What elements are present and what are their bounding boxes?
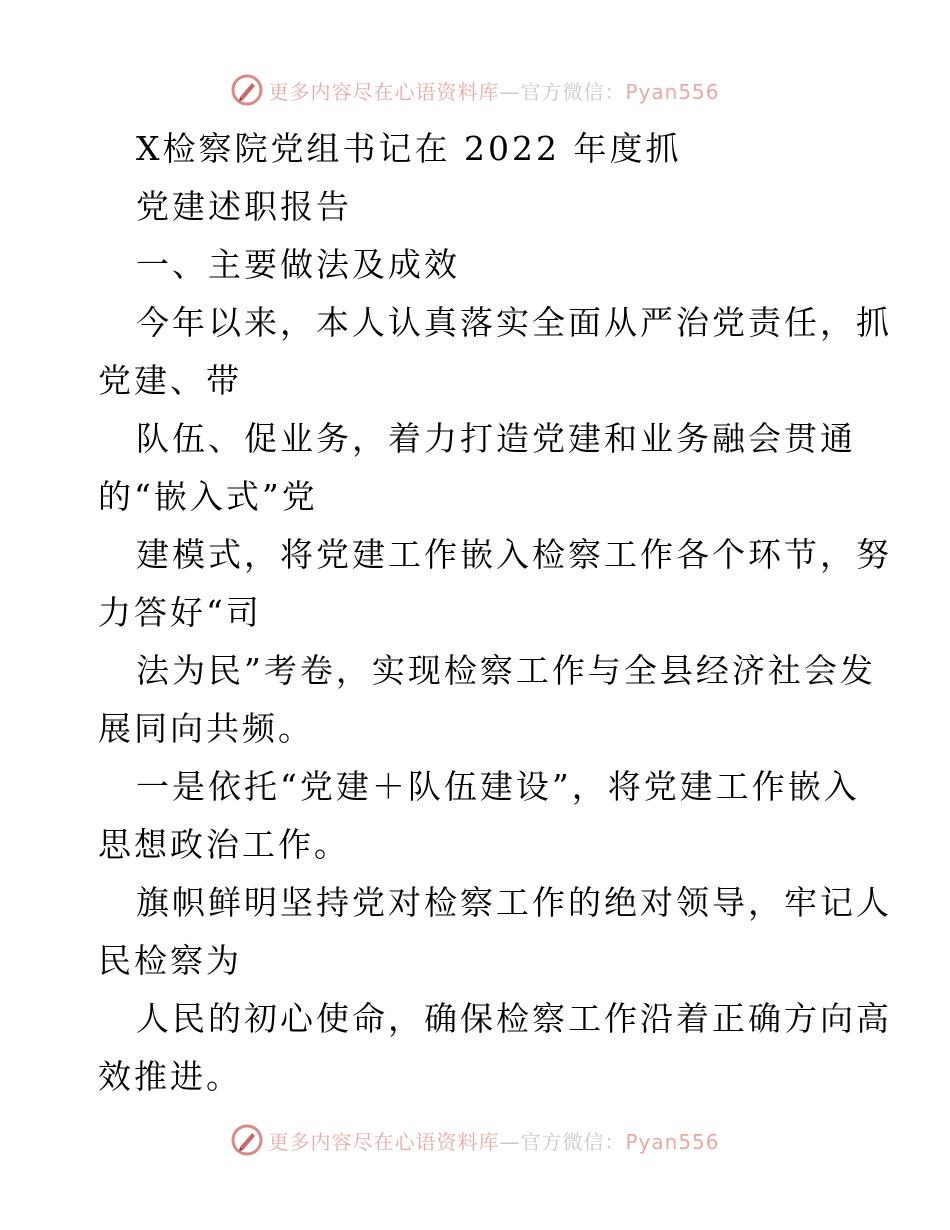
paragraph-line: 旗帜鲜明坚持党对检察工作的绝对领导，牢记人	[136, 883, 892, 922]
watermark-site-text: 更多内容尽在心语资料库	[268, 1129, 500, 1154]
paragraph-line: 力答好“司	[98, 593, 262, 632]
pen-circle-logo-icon	[230, 73, 264, 107]
document-title-line: X检察院党组书记在 2022 年度抓	[136, 129, 682, 168]
watermark-wechat-id: Pyan556	[625, 79, 720, 104]
header-watermark-banner	[0, 70, 950, 110]
watermark-dash: —	[499, 79, 521, 104]
section-heading: 一、主要做法及成效	[136, 245, 460, 284]
paragraph-line: 一是依托“党建＋队伍建设”，将党建工作嵌入	[136, 767, 860, 806]
paragraph-line: 队伍、促业务，着力打造党建和业务融会贯通	[136, 419, 856, 458]
paragraph-line: 民检察为	[98, 941, 242, 980]
paragraph-line: 今年以来，本人认真落实全面从严治党责任，抓	[136, 303, 892, 342]
watermark-site-text: 更多内容尽在心语资料库	[268, 79, 500, 104]
document-title-line: 党建述职报告	[136, 187, 352, 226]
paragraph-line: 的“嵌入式”党	[98, 477, 318, 516]
watermark-wechat-label: 官方微信：	[520, 79, 626, 104]
paragraph-line: 展同向共频。	[98, 709, 314, 748]
watermark-wechat-label: 官方微信：	[520, 1129, 626, 1154]
watermark-dash: —	[499, 1129, 521, 1154]
paragraph-line: 党建、带	[98, 361, 242, 400]
pen-circle-logo-icon	[230, 1123, 264, 1157]
watermark-text	[268, 76, 719, 105]
footer-watermark-banner	[0, 1120, 950, 1160]
paragraph-line: 思想政治工作。	[98, 825, 350, 864]
document-body	[98, 120, 892, 1106]
paragraph-line: 建模式，将党建工作嵌入检察工作各个环节，努	[136, 535, 892, 574]
watermark-wechat-id: Pyan556	[625, 1129, 720, 1154]
paragraph-line: 效推进。	[98, 1057, 242, 1096]
paragraph-line: 法为民”考卷，实现检察工作与全县经济社会发	[136, 651, 876, 690]
watermark-text	[268, 1126, 719, 1155]
paragraph-line: 人民的初心使命，确保检察工作沿着正确方向高	[136, 999, 892, 1038]
